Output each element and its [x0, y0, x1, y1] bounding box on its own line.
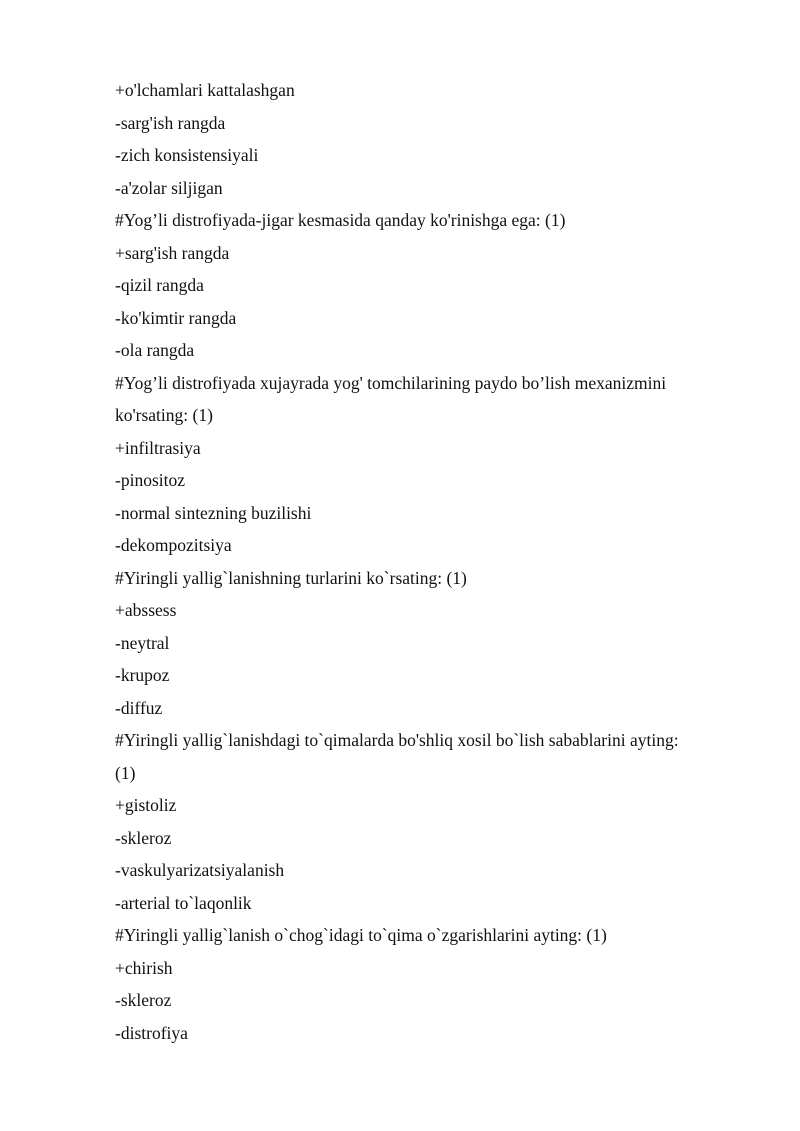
- answer-line: -zich konsistensiyali: [115, 145, 259, 165]
- answer-line: +abssess: [115, 600, 177, 620]
- answer-line: +chirish: [115, 957, 173, 978]
- answer-line: -skleroz: [115, 990, 172, 1010]
- answer-line: -ko'kimtir rangda: [115, 307, 237, 328]
- answer-line: -skleroz: [115, 827, 172, 848]
- answer-line: -dekompozitsiya: [115, 535, 232, 555]
- answer-line: -neytral: [115, 632, 170, 653]
- question-line-continuation: ko'rsating: (1): [115, 405, 213, 425]
- answer-line: -sarg'ish rangda: [115, 112, 226, 133]
- question-line: #Yiringli yallig`lanishdagi to`qimalarda bo'shliq xosil bo`lish sabablarini ayting:: [115, 730, 679, 750]
- answer-line: -krupoz: [115, 665, 170, 685]
- answer-line: -distrofiya: [115, 1022, 188, 1043]
- answer-line: +infiltrasiya: [115, 437, 201, 458]
- answer-line: +sarg'ish rangda: [115, 242, 230, 263]
- answer-line: +gistoliz: [115, 795, 177, 815]
- answer-line: -arterial to`laqonlik: [115, 892, 252, 913]
- answer-line: -qizil rangda: [115, 275, 204, 295]
- answer-line: +o'lchamlari kattalashgan: [115, 80, 295, 100]
- answer-line: -normal sintezning buzilishi: [115, 502, 312, 523]
- answer-line: -ola rangda: [115, 340, 195, 360]
- question-line-continuation: (1): [115, 762, 136, 783]
- answer-line: -diffuz: [115, 697, 163, 718]
- question-line: #Yog’li distrofiyada-jigar kesmasida qanday ko'rinishga ega: (1): [115, 210, 566, 230]
- answer-line: -pinositoz: [115, 470, 185, 490]
- question-line: #Yog’li distrofiyada xujayrada yog' tomchilarining paydo bo’lish mexanizmini: [115, 372, 667, 393]
- quiz-text-block: [115, 74, 735, 1049]
- answer-line: -a'zolar siljigan: [115, 177, 223, 198]
- question-line: #Yiringli yallig`lanish o`chog`idagi to`qima o`zgarishlarini ayting: (1): [115, 925, 607, 945]
- question-line: #Yiringli yallig`lanishning turlarini ko`rsating: (1): [115, 567, 467, 588]
- answer-line: -vaskulyarizatsiyalanish: [115, 860, 285, 880]
